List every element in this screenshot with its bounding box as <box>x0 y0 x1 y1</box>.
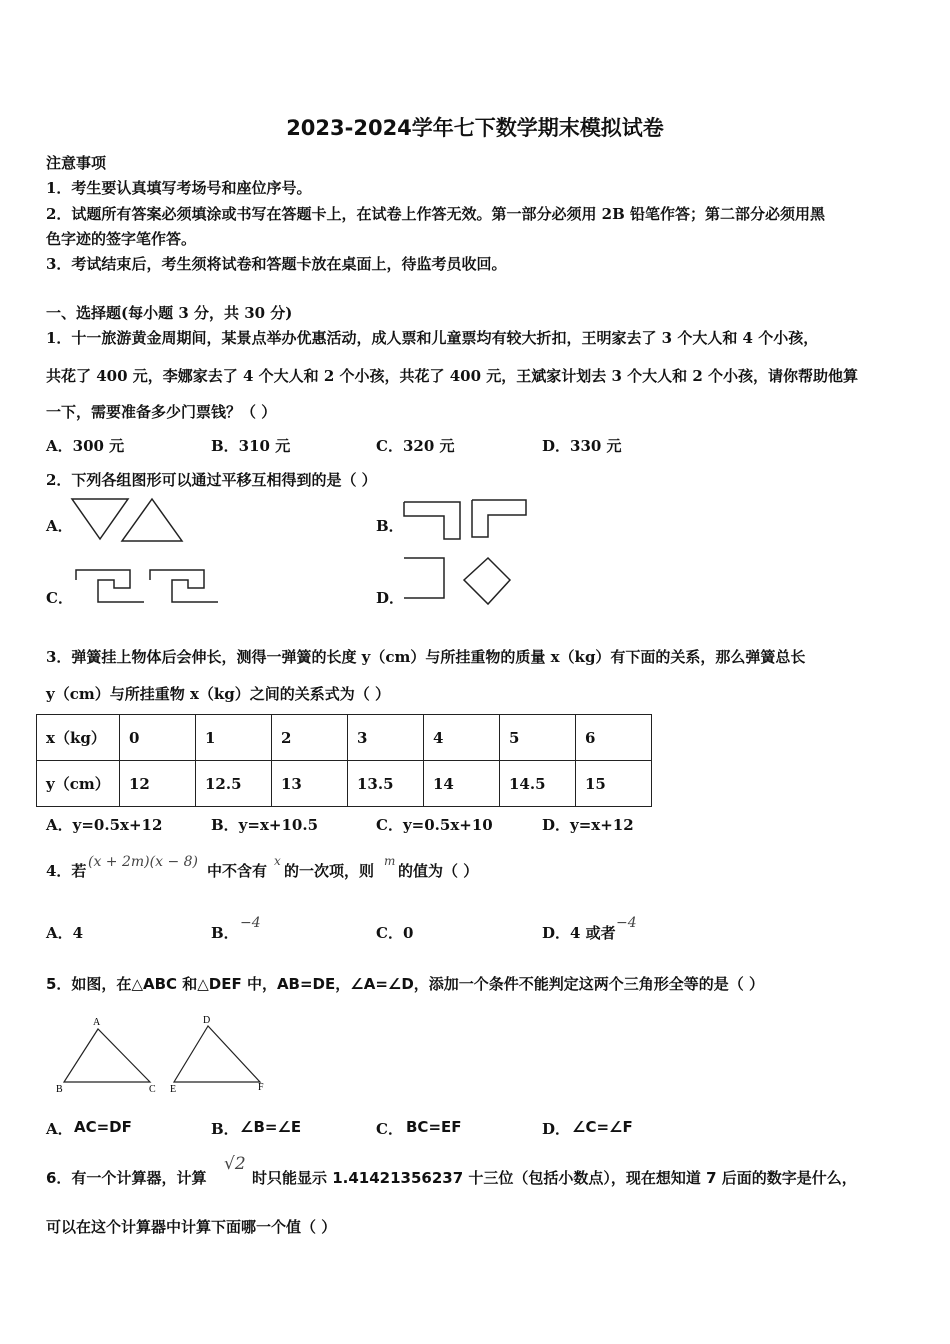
table-cell: 5 <box>500 715 576 761</box>
q6-prefix: 6．有一个计算器，计算 <box>46 1169 207 1187</box>
q1-line: 一下，需要准备多少门票钱？（ ） <box>46 403 277 421</box>
q4-option-b-math: −4 <box>240 915 261 931</box>
inverted-triangle-shape <box>72 499 128 539</box>
triangle-abc <box>64 1029 150 1082</box>
q1-option-c: C．320 元 <box>376 437 455 455</box>
table-cell: x（kg） <box>37 715 120 761</box>
q4-mid1: 中不含有 <box>207 862 268 880</box>
square-shape <box>404 558 444 598</box>
q1-option-d: D．330 元 <box>542 437 622 455</box>
q2-stem: 2．下列各组图形可以通过平移互相得到的是（ ） <box>46 471 377 489</box>
q1-option-b: B．310 元 <box>211 437 291 455</box>
q5-option-d-label: D． <box>542 1120 571 1138</box>
q2-figure-c <box>72 566 222 606</box>
q4-suffix: 的值为（ ） <box>398 862 479 880</box>
table-cell: 3 <box>348 715 424 761</box>
table-cell: 6 <box>576 715 652 761</box>
q5-option-a-value: AC=DF <box>74 1118 132 1136</box>
notice-item: 3．考试结束后，考生须将试卷和答题卡放在桌面上，待监考员收回。 <box>46 255 507 273</box>
hook-shape-right <box>150 570 218 602</box>
notice-item: 2．试题所有答案必须填涂或书写在答题卡上，在试卷上作答无效。第一部分必须用 2B 铅笔作答；第二部分必须用黑 <box>46 205 826 223</box>
q2-option-d: D． <box>376 589 405 607</box>
q3-option-c: C．y=0.5x+10 <box>376 816 493 834</box>
q3-line: 3．弹簧挂上物体后会伸长，测得一弹簧的长度 y（cm）与所挂重物的质量 x（kg）有下面的关系，那么弹簧总长 <box>46 648 806 666</box>
q3-option-a: A．y=0.5x+12 <box>46 816 163 834</box>
q2-option-b: B． <box>376 517 404 535</box>
q4-option-d: D．4 或者 <box>542 924 616 942</box>
table-cell: 0 <box>120 715 196 761</box>
vertex-label-c: C <box>149 1084 156 1095</box>
triangle-def <box>174 1026 260 1082</box>
section-heading: 一、选择题(每小题 3 分，共 30 分) <box>46 304 293 322</box>
l-shape-left <box>404 502 460 539</box>
q2-figure-b <box>402 497 532 545</box>
q1-option-a: A．300 元 <box>46 437 125 455</box>
hook-shape-left <box>76 570 144 602</box>
q4-option-b: B． <box>211 924 239 942</box>
table-cell: y（cm） <box>37 761 120 807</box>
vertex-label-d: D <box>203 1015 211 1026</box>
q6-suffix: 时只能显示 1.41421356237 十三位（包括小数点），现在想知道 7 后面的数字是什么， <box>252 1169 857 1187</box>
table-cell: 12 <box>120 761 196 807</box>
table-row <box>37 761 652 807</box>
page-title: 2023-2024学年七下数学期末模拟试卷 <box>286 116 664 140</box>
vertex-label-e: E <box>170 1084 177 1095</box>
q5-option-a-label: A． <box>46 1120 73 1138</box>
q5-option-c-value: BC=EF <box>406 1118 462 1136</box>
table-cell: 13.5 <box>348 761 424 807</box>
vertex-label-b: B <box>56 1084 63 1095</box>
table-cell: 14.5 <box>500 761 576 807</box>
notice-heading: 注意事项 <box>46 154 107 172</box>
q5-option-d-value: ∠C=∠F <box>572 1118 633 1136</box>
l-shape-right <box>472 500 526 537</box>
q3-option-b: B．y=x+10.5 <box>211 816 319 834</box>
q4-option-d-math: −4 <box>616 915 637 931</box>
q2-figure-a <box>70 497 190 547</box>
q4-option-c: C．0 <box>376 924 414 942</box>
q2-option-a: A． <box>46 517 73 535</box>
diamond-shape <box>464 558 510 604</box>
vertex-label-a: A <box>93 1017 101 1028</box>
q4-var-x: x <box>274 854 281 868</box>
q5-option-b-value: ∠B=∠E <box>240 1118 302 1136</box>
q4-option-a: A．4 <box>46 924 84 942</box>
q5-triangles-figure <box>56 1014 276 1096</box>
q3-line: y（cm）与所挂重物 x（kg）之间的关系式为（ ） <box>46 685 390 703</box>
q5-option-c-label: C． <box>376 1120 403 1138</box>
table-cell: 15 <box>576 761 652 807</box>
table-cell: 4 <box>424 715 500 761</box>
q6-line2: 可以在这个计算器中计算下面哪一个值（ ） <box>46 1218 337 1236</box>
table-row <box>37 715 652 761</box>
q1-line: 1．十一旅游黄金周期间，某景点举办优惠活动，成人票和儿童票均有较大折扣，王明家去了 3 个大人和 4 个小孩， <box>46 329 819 347</box>
q2-figure-d <box>402 556 522 610</box>
notice-item: 色字迹的签字笔作答。 <box>46 230 197 248</box>
q4-mid2: 的一次项，则 <box>284 862 375 880</box>
q3-option-d: D．y=x+12 <box>542 816 634 834</box>
vertex-label-f: F <box>258 1082 264 1093</box>
table-cell: 1 <box>196 715 272 761</box>
spring-data-table <box>36 714 652 807</box>
q2-option-c: C． <box>46 589 73 607</box>
table-cell: 14 <box>424 761 500 807</box>
q4-prefix: 4．若 <box>46 862 87 880</box>
q5-option-b-label: B． <box>211 1120 239 1138</box>
q6-radical: √2 <box>224 1154 246 1174</box>
q4-var-m: m <box>384 854 396 868</box>
q5-stem: 5．如图，在△ABC 和△DEF 中，AB=DE，∠A=∠D，添加一个条件不能判定这两个三角形全等的是（ ） <box>46 975 765 993</box>
q4-expression: (x + 2m)(x − 8) <box>88 854 198 870</box>
upright-triangle-shape <box>122 499 182 541</box>
q1-line: 共花了 400 元，李娜家去了 4 个大人和 2 个小孩，共花了 400 元，王斌家计划去 3 个大人和 2 个小孩，请你帮助他算 <box>46 367 859 385</box>
table-cell: 2 <box>272 715 348 761</box>
notice-item: 1．考生要认真填写考场号和座位序号。 <box>46 179 312 197</box>
table-cell: 13 <box>272 761 348 807</box>
table-cell: 12.5 <box>196 761 272 807</box>
